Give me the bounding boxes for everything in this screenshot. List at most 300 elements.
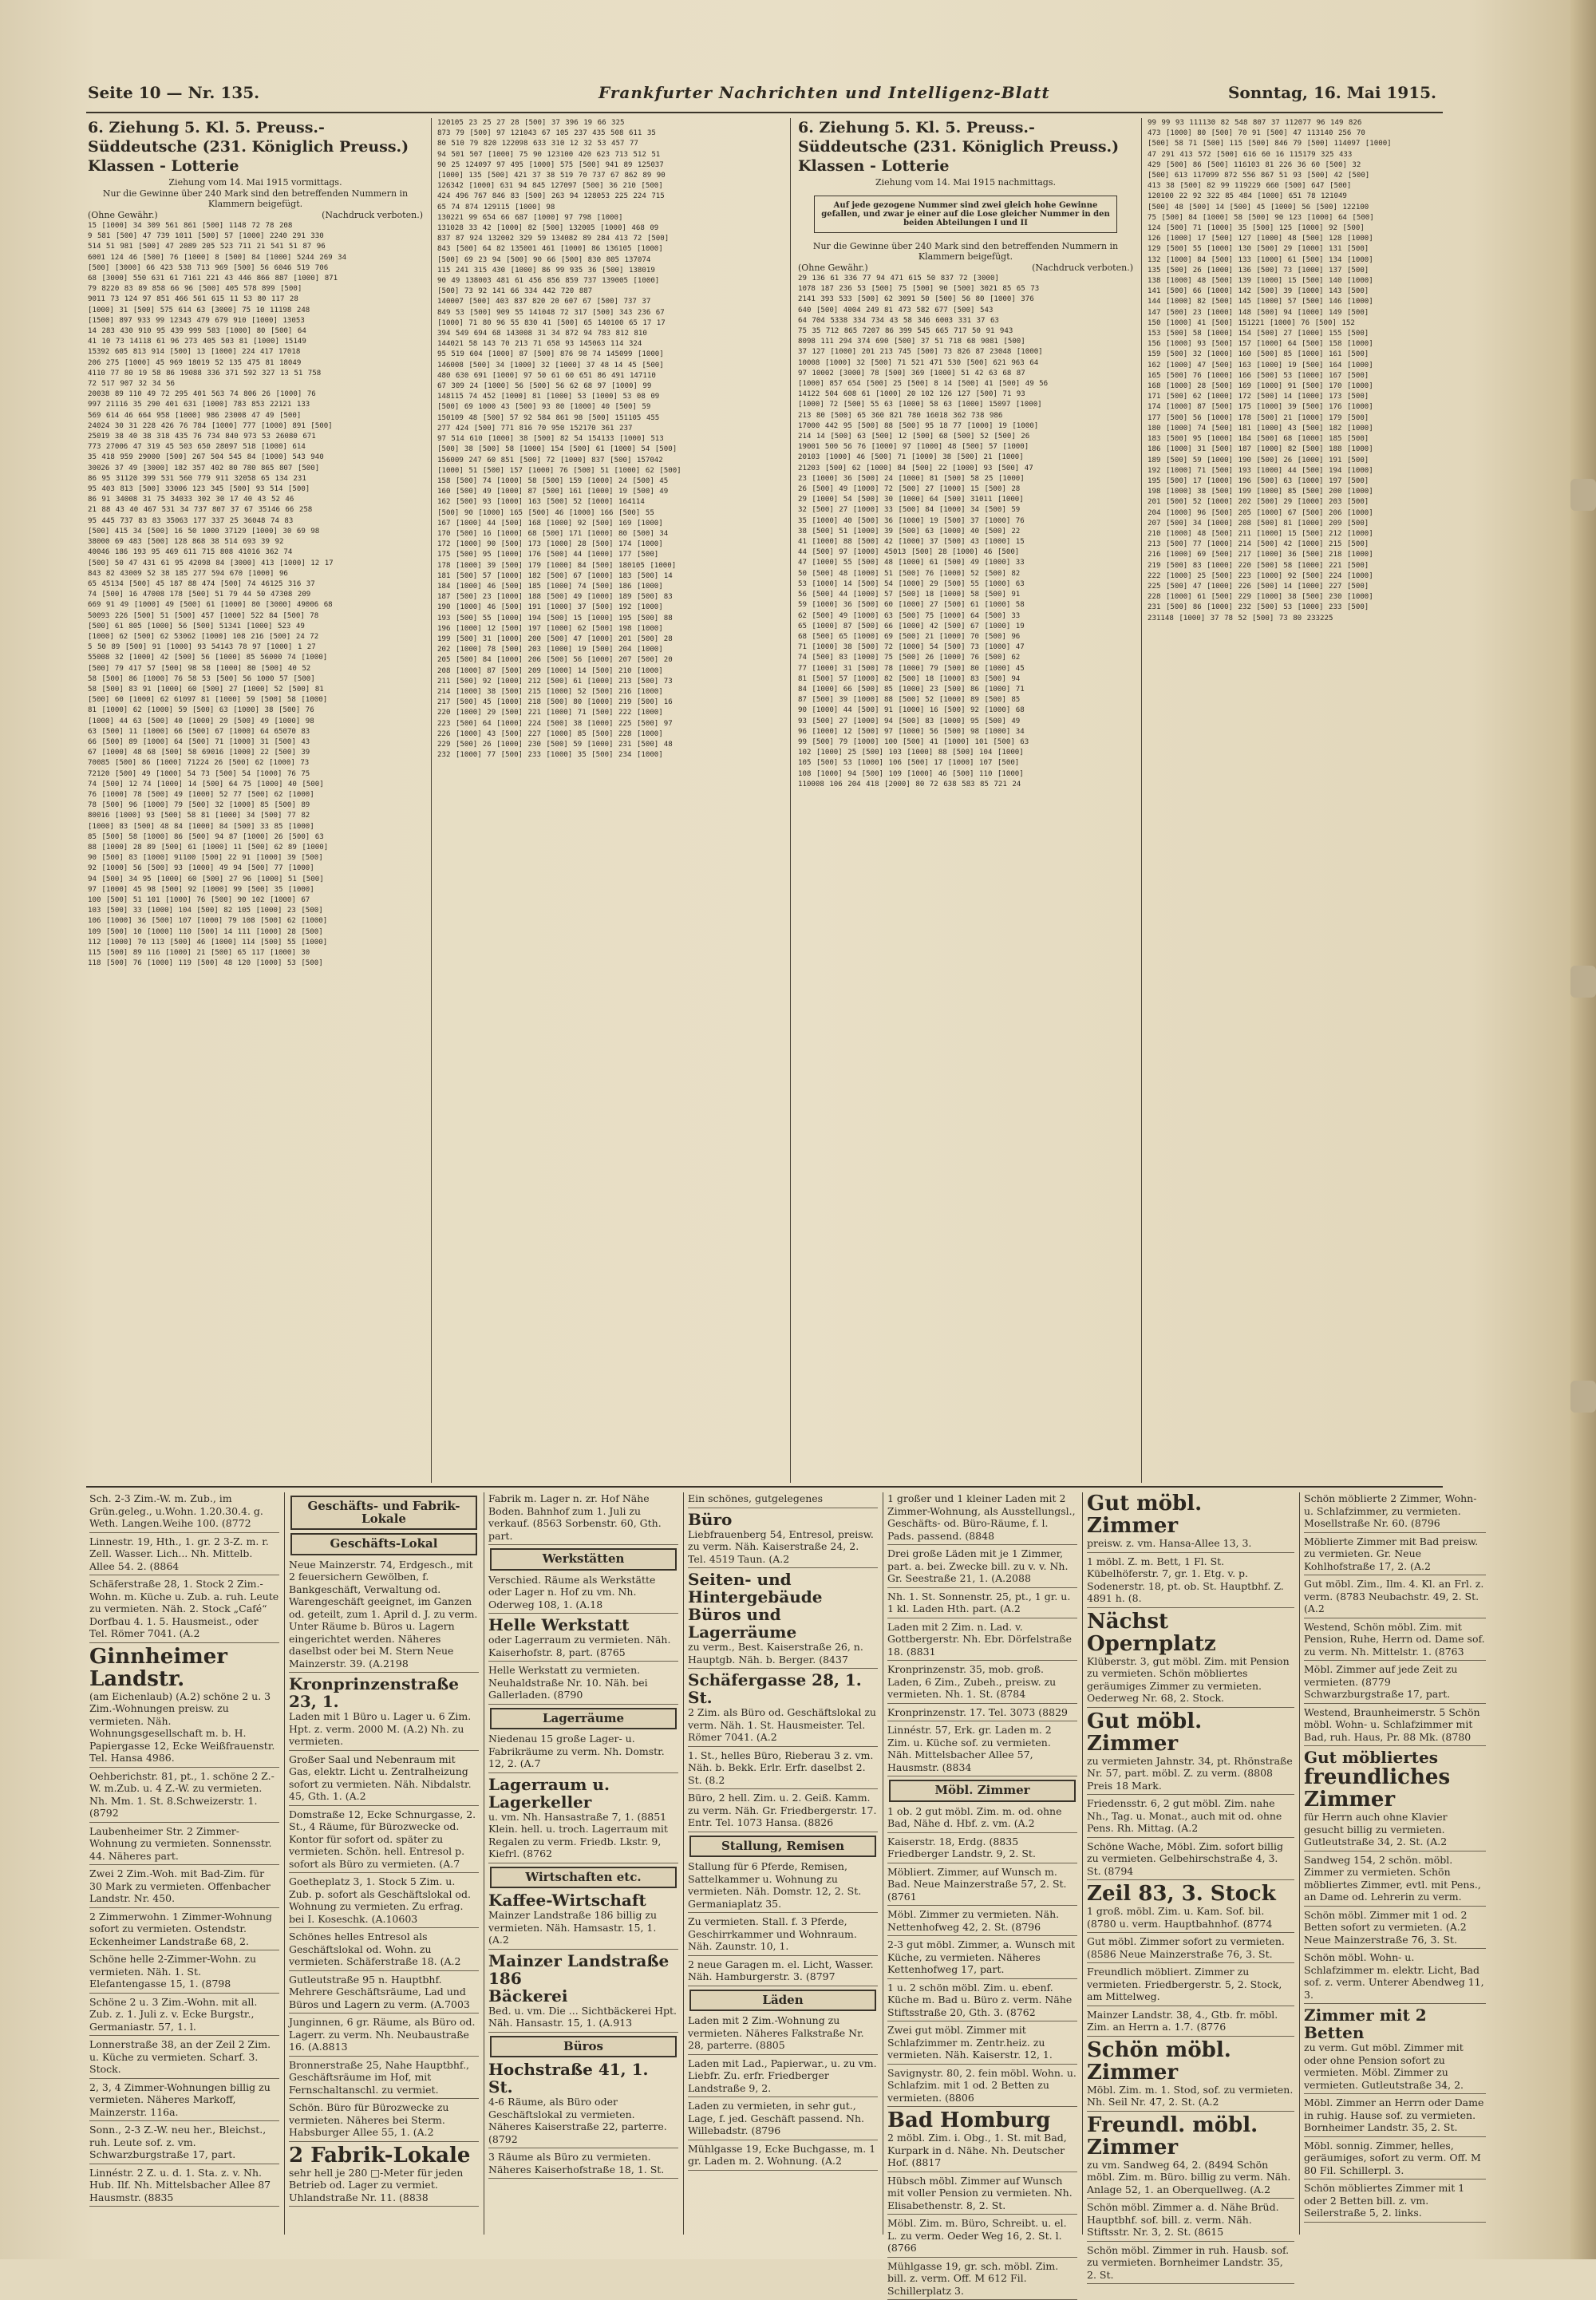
lottery-number-line: 189 [500] 59 [1000] 190 [500] 26 [1000] 191 [500] [1148, 456, 1491, 466]
ad-headline: Ginnheimer Landstr. [89, 1646, 279, 1690]
lottery-number-line: 50 [500] 48 [1000] 51 [500] 76 [1000] 52 [500] 82 [798, 569, 1133, 579]
lottery-number-line: 35 [1000] 40 [500] 36 [1000] 19 [500] 37 [1000] 76 [798, 516, 1133, 527]
lottery-number-line: 9011 73 124 97 851 466 561 615 11 53 80 117 28 [88, 294, 423, 305]
classified-ad: Liebfrauenberg 54, Entresol, preisw. zu verm. Näh. Kaiserstraße 24, 2. Tel. 4519 Taun. (A.2 [688, 1528, 878, 1569]
lottery-number-line: 20038 89 110 49 72 295 401 563 74 806 26 [1000] 76 [88, 389, 423, 400]
lottery-number-line: 102 [1000] 25 [500] 103 [1000] 88 [500] 104 [1000] [798, 748, 1133, 758]
classified-ad: Gut möbl. Zimmer sofort zu vermieten. (8586 Neue Mainzerstraße 76, 3. St. [1087, 1935, 1294, 1963]
lottery-number-line: 109 [500] 10 [1000] 110 [500] 14 111 [1000] 28 [500] [88, 927, 423, 938]
classified-ad: 2-3 gut möbl. Zimmer, a. Wunsch mit Küche, zu vermieten. Näheres Kettenhofweg 17, part. [887, 1938, 1077, 1979]
ad-subheadline: Seiten- und Hintergebäude Büros und Lagerräume [688, 1571, 878, 1641]
lottery-number-line: 65 74 874 129115 [1000] 98 [437, 203, 782, 213]
lottery-number-line: 873 79 [500] 97 121043 67 105 237 435 508 611 35 [437, 128, 782, 139]
lottery-number-line: 50093 226 [500] 51 [500] 457 [1000] 522 84 [500] 78 [88, 611, 423, 622]
lottery-column-2 [437, 118, 782, 1483]
lottery-title: 6. Ziehung 5. Kl. 5. Preuss.-Süddeutsche (231. Königlich Preuss.) Klassen - Lotterie [798, 118, 1133, 176]
lottery-column-3 [798, 118, 1133, 1483]
ad-subheadline: Hochstraße 41, 1. St. [488, 2061, 678, 2096]
lottery-number-line: 97 514 610 [1000] 38 [500] 82 54 154133 [1000] 513 [437, 434, 782, 445]
classified-ad: Möbl. Zimmer auf jede Zeit zu vermieten. (8779 Schwarzburgstraße 17, part. [1304, 1663, 1486, 1704]
lottery-number-line: 79 8220 83 89 858 66 96 [500] 405 578 899 [500] [88, 284, 423, 294]
lottery-number-line: 103 [500] 33 [1000] 104 [500] 82 105 [1000] 23 [500] [88, 906, 423, 916]
lottery-number-line: 140007 [500] 403 837 820 20 607 67 [500] 737 37 [437, 297, 782, 307]
binding-tab [1570, 966, 1596, 998]
page-header [88, 83, 1436, 107]
lottery-column-4 [1148, 118, 1491, 1483]
lottery-number-line: 150 [1000] 41 [500] 151221 [1000] 76 [500] 152 [1148, 318, 1491, 329]
classified-ad: Büro, 2 hell. Zim. u. 2. Geiß. Kamm. zu verm. Näh. Gr. Friedbergerstr. 17. Entr. Tel. 1073 Hansa. (8826 [688, 1792, 878, 1832]
lottery-number-line: 24024 30 31 228 426 76 784 [1000] 777 [1000] 891 [500] [88, 421, 423, 432]
lottery-number-line: 95 445 737 83 83 35063 177 337 25 36048 74 83 [88, 516, 423, 527]
ad-subheadline: Lagerraum u. Lagerkeller [488, 1776, 678, 1811]
lottery-number-line: 156009 247 60 851 [500] 72 [1000] 837 [500] 157042 [437, 456, 782, 466]
lottery-number-line: 86 95 31120 399 531 560 779 911 32058 65 134 231 [88, 474, 423, 484]
classified-ad: Linnéstr. 57, Erk. gr. Laden m. 2 Zim. u. Küche sof. zu vermieten. Näh. Mittelsbacher Allee 57, Hausmstr. (8834 [887, 1724, 1077, 1776]
lottery-number-line: 997 21116 35 290 401 631 [1000] 783 853 22121 133 [88, 400, 423, 410]
ad-subheadline: Kronprinzenstraße 23, 1. [289, 1675, 479, 1710]
classified-ad: Mainzer Landstr. 38, 4., Gtb. fr. möbl. Zim. an Herrn a. 1.7. (8776 [1087, 2009, 1294, 2037]
classified-ad: Westend, Schön möbl. Zim. mit Pension, Ruhe, Herrn od. Dame sof. zu verm. Nh. Mittelstr. 1. (8763 [1304, 1621, 1486, 1662]
lottery-number-line: 40046 186 193 95 469 611 715 808 41016 362 74 [88, 547, 423, 558]
lottery-number-line: 843 [500] 64 82 135001 461 [1000] 86 136105 [1000] [437, 244, 782, 255]
lottery-number-line: 231 [500] 86 [1000] 232 [500] 53 [1000] 233 [500] [1148, 603, 1491, 613]
lottery-number-line: 58 [500] 86 [1000] 76 58 53 [500] 56 1000 57 [500] [88, 674, 423, 685]
classified-ad: Fabrik m. Lager n. zr. Hof Nähe Boden. Bahnhof zum 1. Juli zu verkauf. (8563 Sorbenstr. 60, Gth. part. [488, 1492, 678, 1545]
lottery-number-line: 63 [500] 11 [1000] 66 [500] 67 [1000] 64 65070 83 [88, 727, 423, 737]
classified-ad: Möbliert. Zimmer, auf Wunsch m. Bad. Neue Mainzerstraße 57, 2. St. (8761 [887, 1866, 1077, 1907]
classified-ad: Kronprinzenstr. 17. Tel. 3073 (8829 [887, 1706, 1077, 1722]
ad-headline: Zeil 83, 3. Stock [1087, 1883, 1294, 1905]
binding-tab [1570, 1381, 1596, 1413]
lottery-number-line: 167 [1000] 44 [500] 168 [1000] 92 [500] 169 [1000] [437, 519, 782, 529]
lottery-number-line: 99 99 93 111130 82 548 807 37 112077 96 149 826 [1148, 118, 1491, 128]
classified-ad: 2 möbl. Zim. i. Obg., 1. St. mit Bad, Kurpark in d. Nähe. Nh. Deutscher Hof. (8817 [887, 2132, 1077, 2172]
lottery-number-line: 205 [500] 84 [1000] 206 [500] 56 [1000] 207 [500] 20 [437, 655, 782, 666]
classified-ad: Sch. 2-3 Zim.-W. m. Zub., im Grün.geleg., u.Wohn. 1.20.30.4. g. Weth. Langen.Weihe 100. (8772 [89, 1492, 279, 1533]
page-edge [1570, 0, 1596, 2259]
lottery-column-1 [88, 118, 423, 1483]
lottery-number-line: 514 51 981 [500] 47 2089 205 523 711 21 541 51 87 96 [88, 242, 423, 252]
lottery-note: Nur die Gewinne über 240 Mark sind den betreffenden Nummern in Klammern beigefügt. [88, 188, 423, 209]
lottery-number-line: [500] 58 71 [500] 115 [500] 846 79 [500] 114097 [1000] [1148, 139, 1491, 149]
lottery-number-line: 96 [1000] 12 [500] 97 [1000] 56 [500] 98 [1000] 34 [798, 727, 1133, 737]
lottery-date: Ziehung vom 14. Mai 1915 nachmittags. [798, 177, 1133, 188]
lottery-note: Nur die Gewinne über 240 Mark sind den betreffenden Nummern in Klammern beigefügt. [798, 241, 1133, 262]
section-heading-box: Möbl. Zimmer [889, 1780, 1076, 1802]
classified-ad: Linnestr. 19, Hth., 1. gr. 2 3-Z. m. r. Zell. Wasser. Lich... Nh. Mittelb. Allee 54. 2. (8864 [89, 1535, 279, 1576]
lottery-number-line: 187 [500] 23 [1000] 188 [500] 49 [1000] 189 [500] 83 [437, 592, 782, 603]
lottery-number-line: 38000 69 483 [500] 128 868 38 514 693 39 92 [88, 537, 423, 547]
lottery-number-line: 67 309 24 [1000] 56 [500] 56 62 68 97 [1000] 99 [437, 381, 782, 392]
lottery-number-line: 193 [500] 55 [1000] 194 [500] 15 [1000] 195 [500] 88 [437, 614, 782, 624]
lottery-number-line: 175 [500] 95 [1000] 176 [500] 44 [1000] 177 [500] [437, 550, 782, 560]
lottery-number-line: 207 [500] 34 [1000] 208 [500] 81 [1000] 209 [500] [1148, 519, 1491, 529]
lottery-number-line: 141 [500] 66 [1000] 142 [500] 39 [1000] 143 [500] [1148, 287, 1491, 297]
ad-subheadline: Kaffee-Wirtschaft [488, 1891, 678, 1909]
classified-ad: 2, 3, 4 Zimmer-Wohnungen billig zu vermieten. Näheres Markoff, Mainzerstr. 116a. [89, 2081, 279, 2122]
lottery-number-line: 220 [1000] 29 [500] 221 [1000] 71 [500] 222 [1000] [437, 708, 782, 718]
number-list [798, 274, 1133, 790]
lottery-number-line: 231148 [1000] 37 78 52 [500] 73 80 233225 [1148, 614, 1491, 624]
lottery-number-line: 59 [1000] 36 [500] 60 [1000] 27 [500] 61 [1000] 58 [798, 600, 1133, 611]
lottery-number-line: 92 [1000] 56 [500] 93 [1000] 49 94 [500] 77 [1000] [88, 863, 423, 874]
lottery-number-line: 41 10 73 14118 61 96 273 405 503 81 [1000] 15149 [88, 337, 423, 347]
classified-ad: Gut möbl. Zim., Ilm. 4. Kl. an Frl. z. verm. (8783 Neubachstr. 49, 2. St. (A.2 [1304, 1578, 1486, 1618]
lottery-number-line: 20103 [1000] 46 [500] 71 [1000] 38 [500] 21 [1000] [798, 452, 1133, 463]
lottery-number-line: 14122 504 608 61 [1000] 20 102 126 127 [500] 71 93 [798, 389, 1133, 400]
classified-ad: 4-6 Räume, als Büro oder Geschäftslokal zu vermieten. Näheres Kaiserstraße 22, parterre. (8792 [488, 2096, 678, 2148]
ad-headline: Freundl. möbl. Zimmer [1087, 2114, 1294, 2159]
ad-subheadline: Mainzer Landstraße 186 [488, 1952, 678, 1987]
lottery-number-line: 394 549 694 68 143008 31 34 872 94 783 812 810 [437, 329, 782, 339]
lottery-number-line: 65 45134 [500] 45 187 88 474 [500] 74 46125 316 37 [88, 579, 423, 590]
lottery-number-line: 58 [500] 83 91 [1000] 60 [500] 27 [1000] 52 [500] 81 [88, 685, 423, 695]
lottery-number-line: 30026 37 49 [3000] 182 357 402 80 780 865 807 [500] [88, 464, 423, 474]
classified-ad: zu vm. Sandweg 64, 2. (8494 Schön möbl. Zim. m. Büro. billig zu verm. Näh. Anlage 52, 1. an Oberquellweg. (A.2 [1087, 2159, 1294, 2199]
lottery-number-line: 219 [500] 83 [1000] 220 [500] 58 [1000] 221 [500] [1148, 561, 1491, 571]
lottery-number-line: 192 [1000] 71 [500] 193 [1000] 44 [500] 194 [1000] [1148, 466, 1491, 476]
classified-ad: Möbl. Zim. m. Büro, Schreibt. u. el. L. zu verm. Oeder Weg 16, 2. St. l. (8766 [887, 2217, 1077, 2258]
lottery-number-line: 6001 124 46 [500] 76 [1000] 8 [500] 84 [1000] 5244 269 34 [88, 253, 423, 263]
lottery-number-line: 131028 33 42 [1000] 82 [500] 132005 [1000] 468 09 [437, 223, 782, 234]
lottery-number-line: 110008 106 204 418 [2000] 80 72 638 583 85 721 24 [798, 780, 1133, 790]
number-list [88, 221, 423, 969]
classified-ad: Verschied. Räume als Werkstätte oder Lager n. Hof zu vm. Nh. Oderweg 108, 1. (A.18 [488, 1574, 678, 1614]
issue-date: Sonntag, 16. Mai 1915. [1228, 83, 1436, 102]
classified-ad: Freundlich möbliert. Zimmer zu vermieten. Friedbergerstr. 5, 2. Stock, am Mittelweg. [1087, 1966, 1294, 2006]
lottery-number-line: 184 [1000] 46 [500] 185 [1000] 74 [500] 186 [1000] [437, 582, 782, 592]
lottery-number-line: 118 [500] 76 [1000] 119 [500] 48 120 [1000] 53 [500] [88, 958, 423, 969]
lottery-number-line: 144021 58 143 70 213 71 658 93 145063 114 324 [437, 339, 782, 350]
lottery-number-line: 81 [1000] 62 [1000] 59 [500] 63 [1000] 38 [500] 76 [88, 705, 423, 716]
lottery-number-line: 21203 [500] 62 [1000] 84 [500] 22 [1000] 93 [500] 47 [798, 464, 1133, 474]
lottery-reprint: (Nachdruck verboten.) [322, 210, 423, 220]
lottery-number-line: 849 53 [500] 909 55 141048 72 317 [500] 343 236 67 [437, 308, 782, 318]
classified-ad: Helle Werkstatt zu vermieten. Neuhaldstraße Nr. 10. Näh. bei Gallerladen. (8790 [488, 1664, 678, 1705]
lottery-guarantee: (Ohne Gewähr.) [88, 210, 158, 220]
column-divider [284, 1492, 285, 2235]
lottery-number-line: 64 704 5338 334 734 43 58 346 6003 331 37 63 [798, 316, 1133, 326]
lottery-number-line: 14 283 430 910 95 439 999 583 [1000] 80 [500] 64 [88, 326, 423, 337]
section-heading-box: Büros [490, 2036, 677, 2058]
classified-ad: Schönes helles Entresol als Geschäftslokal od. Wohn. zu vermieten. Schäferstraße 18. (A.2 [289, 1930, 479, 1971]
lottery-number-line: 72120 [500] 49 [1000] 54 73 [500] 54 [1000] 76 75 [88, 769, 423, 780]
lottery-number-line: 8098 111 294 374 690 [500] 37 51 718 68 9081 [500] [798, 337, 1133, 347]
ad-headline: Schön möbl. Zimmer [1087, 2039, 1294, 2084]
lottery-number-line: 148115 74 452 [1000] 81 [1000] 53 [1000] 53 08 09 [437, 392, 782, 402]
classified-ad: Niedenau 15 große Lager- u. Fabrikräume zu verm. Nh. Domstr. 12, 2. (A.7 [488, 1733, 678, 1773]
lottery-number-line: 195 [500] 17 [1000] 196 [500] 63 [1000] 197 [500] [1148, 476, 1491, 487]
lottery-number-line: 77 [1000] 31 [500] 78 [1000] 79 [500] 80 [1000] 45 [798, 664, 1133, 674]
lottery-number-line: 90 25 124097 97 495 [1000] 575 [500] 941 89 125037 [437, 160, 782, 171]
lottery-number-line: 115 241 315 430 [1000] 86 99 935 36 [500] 138019 [437, 266, 782, 276]
lottery-number-line: 186 [1000] 31 [500] 187 [1000] 82 [500] 188 [1000] [1148, 445, 1491, 455]
classified-ad: Laden mit Lad., Papierwar., u. zu vm. Liebfr. Zu. erfr. Friedberger Landstraße 9, 2. [688, 2057, 878, 2098]
classified-ad: Goetheplatz 3, 1. Stock 5 Zim. u. Zub. p. sofort als Geschäftslokal od. Wohnung zu vermieten. Zu erfrag. bei I. Koseschk. (A.10603 [289, 1875, 479, 1928]
lottery-number-line: [500] 60 [1000] 62 61097 81 [1000] 59 [500] 58 [1000] [88, 695, 423, 705]
classified-ad: Gutleutstraße 95 n. Hauptbhf. Mehrere Geschäftsräume, Lad und Büros und Lagern zu verm. (A.7003 [289, 1974, 479, 2014]
lottery-number-line: 29 [1000] 54 [500] 30 [1000] 64 [500] 31011 [1000] [798, 495, 1133, 505]
classified-ad: 2 neue Garagen m. el. Licht, Wasser. Näh. Hamburgerstr. 3. (8797 [688, 1958, 878, 1986]
lottery-number-line: 93 [500] 27 [1000] 94 [500] 83 [1000] 95 [500] 49 [798, 717, 1133, 727]
lottery-number-line: 4110 77 80 19 58 86 19088 336 371 592 327 13 51 758 [88, 369, 423, 379]
lottery-number-line: 108 [1000] 94 [500] 109 [1000] 46 [500] 110 [1000] [798, 769, 1133, 780]
lottery-number-line: [1000] 857 654 [500] 25 [500] 8 14 [500] 41 [500] 49 56 [798, 379, 1133, 389]
lottery-number-line: 86 91 34008 31 75 34033 302 30 17 40 43 52 46 [88, 495, 423, 505]
lottery-number-line: 88 [1000] 28 89 [500] 61 [1000] 11 [500] 62 89 [1000] [88, 843, 423, 853]
lottery-number-line: 214 14 [500] 63 [500] 12 [500] 68 [500] 52 [500] 26 [798, 432, 1133, 442]
classified-ad: 1 u. 2 schön möbl. Zim. u. ebenf. Küche m. Bad u. Büro z. verm. Nähe Stiftsstraße 20, Gth. 3. (8762 [887, 1982, 1077, 2022]
classified-ad: Westend, Braunheimerstr. 5 Schön möbl. Wohn- u. Schlafzimmer mit Bad, ruh. Haus, Pr. 88 Mk. (8780 [1304, 1706, 1486, 1747]
lottery-number-line: 144 [1000] 82 [500] 145 [1000] 57 [500] 146 [1000] [1148, 297, 1491, 307]
lottery-number-line: 26 [500] 49 [1000] 72 [500] 27 [1000] 15 [500] 28 [798, 484, 1133, 495]
lottery-number-line: 181 [500] 57 [1000] 182 [500] 67 [1000] 183 [500] 14 [437, 571, 782, 582]
lottery-number-line: [500] 69 23 94 [500] 90 66 [500] 830 805 137074 [437, 255, 782, 266]
lottery-number-line: 85 [500] 58 [1000] 86 [500] 94 87 [1000] 26 [500] 63 [88, 832, 423, 843]
section-heading-box: Geschäfts- und Fabrik-Lokale [290, 1496, 477, 1530]
lottery-number-line: 208 [1000] 87 [500] 209 [1000] 14 [500] 210 [1000] [437, 666, 782, 677]
ad-subheadline: Zimmer mit 2 Betten [1304, 2006, 1486, 2041]
lottery-number-line: 640 [500] 4004 249 81 473 582 677 [500] 543 [798, 306, 1133, 316]
classified-ad: Möbl. sonnig. Zimmer, helles, geräumiges, sofort zu verm. Off. M 80 Fil. Schillerpl. 3. [1304, 2140, 1486, 2180]
classified-ad: Schön. Büro für Bürozwecke zu vermieten. Näheres bei Sterm. Habsburger Allee 55, 1. (A.2 [289, 2101, 479, 2142]
lottery-number-line: 67 [1000] 48 68 [500] 58 69016 [1000] 22 [500] 39 [88, 748, 423, 758]
lottery-number-line: 21 88 43 40 467 531 34 737 807 37 67 35146 66 258 [88, 505, 423, 516]
lottery-number-line: 10008 [1000] 32 [500] 71 521 471 530 [500] 621 963 64 [798, 358, 1133, 369]
ad-headline: Bad Homburg [887, 2109, 1077, 2132]
header-rule [86, 112, 1443, 113]
classified-ad: Savignystr. 80, 2. fein möbl. Wohn. u. Schlafzim. mit 1 od. 2 Betten zu vermieten. (8806 [887, 2067, 1077, 2108]
lottery-number-line: 90 49 138003 481 61 456 856 859 737 139005 [1000] [437, 276, 782, 287]
lottery-number-line: [500] 61 805 [1000] 56 [500] 51341 [1000] 523 49 [88, 622, 423, 632]
classified-ad: Mühlgasse 19, Ecke Buchgasse, m. 1 gr. Laden m. 2. Wohnung. (A.2 [688, 2143, 878, 2171]
lottery-number-line: [500] 613 117099 872 556 867 51 93 [500] 42 [500] [1148, 171, 1491, 181]
classified-ad: Laden mit 2 Zim. n. Lad. v. Gottbergerstr. Nh. Ebr. Dörfelstraße 18. (8831 [887, 1621, 1077, 1662]
lottery-number-line: [1000] 31 [500] 575 614 63 [3000] 75 10 11198 248 [88, 306, 423, 316]
classified-ad: Sonn., 2-3 Z.-W. neu her., Bleichst., ruh. Leute sof. z. vm. Schwarzburgstraße 17, part. [89, 2124, 279, 2164]
classified-ad: Hübsch möbl. Zimmer auf Wunsch mit voller Pension zu vermieten. Nh. Elisabethenstr. 8, 2. St. [887, 2175, 1077, 2215]
section-heading-box: Läden [689, 1990, 876, 2012]
lottery-number-line: 162 [500] 93 [1000] 163 [500] 52 [1000] 164114 [437, 497, 782, 508]
lottery-number-line: 94 [500] 34 95 [1000] 60 [500] 27 96 [1000] 51 [500] [88, 875, 423, 885]
lottery-number-line: 65 [1000] 87 [500] 66 [1000] 42 [500] 67 [1000] 19 [798, 622, 1133, 632]
classified-column-1 [89, 1492, 279, 2235]
ad-headline: 2 Fabrik-Lokale [289, 2144, 479, 2167]
lottery-number-line: 190 [1000] 46 [500] 191 [1000] 37 [500] 192 [1000] [437, 603, 782, 613]
lottery-number-line: 72 517 907 32 34 56 [88, 379, 423, 389]
lottery-number-line: 100 [500] 51 101 [1000] 76 [500] 90 102 [1000] 67 [88, 895, 423, 906]
ad-headline: Gut möbl. Zimmer [1087, 1710, 1294, 1755]
lottery-number-line: 126 [1000] 17 [500] 127 [1000] 48 [500] 128 [1000] [1148, 234, 1491, 244]
ad-subheadline: Schäfergasse 28, 1. St. [688, 1671, 878, 1706]
classified-column-5 [887, 1492, 1077, 2235]
lottery-guarantee-row [798, 263, 1133, 273]
classified-ad: (am Eichenlaub) (A.2) schöne 2 u. 3 Zim.-Wohnungen preisw. zu vermieten. Näh. Wohnungsgesellschaft m. b. H. Papiergasse 12, Ecke Weißfrauenstr. Tel. Hansa 4986. [89, 1690, 279, 1768]
classified-ad: Kaiserstr. 18, Erdg. (8835 Friedberger Landstr. 9, 2. St. [887, 1836, 1077, 1863]
column-divider [1082, 1492, 1083, 2235]
classified-column-2 [289, 1492, 479, 2235]
classified-ad: Zwei 2 Zim.-Woh. mit Bad-Zim. für 30 Mark zu vermieten. Offenbacher Landstr. Nr. 450. [89, 1867, 279, 1908]
lottery-number-line: 213 80 [500] 65 360 821 780 16018 362 738 986 [798, 411, 1133, 421]
lottery-guarantee-row [88, 210, 423, 220]
lottery-number-line: 76 [1000] 78 [500] 49 [1000] 52 77 [500] 62 [1000] [88, 790, 423, 800]
lottery-number-line: 75 [500] 84 [1000] 58 [500] 90 123 [1000] 64 [500] [1148, 213, 1491, 223]
lottery-number-line: 180 [1000] 74 [500] 181 [1000] 43 [500] 182 [1000] [1148, 424, 1491, 434]
lottery-number-line: 71 [1000] 38 [500] 72 [1000] 54 [500] 73 [1000] 47 [798, 642, 1133, 653]
lottery-number-line: 9 581 [500] 47 739 1011 [500] 57 [1000] 2240 291 330 [88, 231, 423, 242]
classified-ad: 2 Zim. als Büro od. Geschäftslokal zu verm. Näh. 1. St. Hausmeister. Tel. Römer 7041. (A.2 [688, 1706, 878, 1747]
lottery-number-line: 15 [1000] 34 309 561 861 [500] 1148 72 78 208 [88, 221, 423, 231]
classified-ad: Schön möbl. Zimmer mit 1 od. 2 Betten sofort zu vermieten. (A.2 Neue Mainzerstraße 76, 3. St. [1304, 1909, 1486, 1950]
section-heading-box: Werkstätten [490, 1548, 677, 1571]
lottery-number-line: 90 [500] 83 [1000] 91100 [500] 22 91 [1000] 39 [500] [88, 853, 423, 863]
classified-ad: sehr hell je 280 □-Meter für jeden Betrieb od. Lager zu vermiet. Uhlandstraße Nr. 11. (8838 [289, 2167, 479, 2207]
classified-ad: Möbl. Zim. m. 1. Stod, sof. zu vermieten. Nh. Seil Nr. 47, 2. St. (A.2 [1087, 2084, 1294, 2112]
classified-ad: Laden zu vermieten, in sehr gut., Lage, f. jed. Geschäft passend. Nh. Willebadstr. (8796 [688, 2100, 878, 2140]
column-divider [1141, 118, 1142, 1483]
lottery-number-line: 84 [1000] 66 [500] 85 [1000] 23 [500] 86 [1000] 71 [798, 685, 1133, 695]
classified-ad: oder Lagerraum zu vermieten. Näh. Kaiserhofstr. 8, part. (8765 [488, 1634, 678, 1662]
classified-ad: zu vermieten Jahnstr. 34, pt. Rhönstraße Nr. 57, part. möbl. Z. zu verm. (8808 Preis 18 Mark. [1087, 1755, 1294, 1796]
lottery-number-line: 66 [500] 89 [1000] 64 [500] 71 [1000] 31 [500] 43 [88, 737, 423, 748]
classified-ad: Lonnerstraße 38, an der Zeil 2 Zim. u. Küche zu vermieten. Scharf. 3. Stock. [89, 2038, 279, 2079]
classified-ad: Schön möbl. Zimmer in ruh. Hausb. sof. zu vermieten. Bornheimer Landstr. 35, 2. St. [1087, 2244, 1294, 2285]
lottery-number-line: 95 403 813 [500] 33006 123 345 [500] 93 514 [500] [88, 484, 423, 495]
lottery-reprint: (Nachdruck verboten.) [1032, 263, 1133, 273]
lottery-number-line: 424 496 767 846 83 [500] 263 94 128053 225 224 715 [437, 192, 782, 202]
binding-tab [1570, 479, 1596, 511]
lottery-number-line: 87 [500] 39 [1000] 88 [500] 52 [1000] 89 [500] 85 [798, 695, 1133, 705]
classified-ad: Laden mit 2 Zim.-Wohnung zu vermieten. Näheres Falkstraße Nr. 28, parterre. (8805 [688, 2014, 878, 2055]
ad-subheadline: Helle Werkstatt [488, 1616, 678, 1634]
lottery-number-line: 773 27006 47 319 45 503 650 28097 518 [1000] 614 [88, 442, 423, 452]
lottery-number-line: 74 [500] 83 [1000] 75 [500] 26 [1000] 76 [500] 62 [798, 653, 1133, 663]
lottery-number-line: 228 [1000] 61 [500] 229 [1000] 38 [500] 230 [1000] [1148, 592, 1491, 603]
lottery-number-line: [1000] 71 80 96 55 830 41 [500] 65 140100 65 17 17 [437, 318, 782, 329]
lottery-number-line: 129 [500] 55 [1000] 130 [500] 29 [1000] 131 [500] [1148, 244, 1491, 255]
classified-ad: 1. St., helles Büro, Rieberau 3 z. vm. Näh. b. Bekk. Erlr. Erfr. daselbst 2. St. (8.2 [688, 1749, 878, 1790]
lottery-number-line: 19001 500 56 76 [1000] 97 [1000] 48 [500] 57 [1000] [798, 442, 1133, 452]
lottery-number-line: 170 [500] 16 [1000] 68 [500] 171 [1000] 80 [500] 34 [437, 529, 782, 539]
lottery-number-line: 68 [3000] 550 631 61 7161 221 43 446 866 887 [1000] 871 [88, 274, 423, 284]
lottery-number-line: 15392 605 813 914 [500] 13 [1000] 224 417 17018 [88, 347, 423, 358]
classified-column-3 [488, 1492, 678, 2235]
classified-ad: Schön möblierte 2 Zimmer, Wohn- u. Schlafzimmer, zu vermieten. Mosellstraße Nr. 60. (8796 [1304, 1492, 1486, 1533]
classified-ad: Schön möbl. Zimmer a. d. Nähe Brüd. Hauptbhf. sof. bill. z. verm. Näh. Stiftsstr. Nr. 3, 2. St. (8615 [1087, 2201, 1294, 2242]
lottery-number-line: 120100 22 92 322 85 484 [1000] 651 78 121049 [1148, 192, 1491, 202]
lottery-number-line: 669 91 49 [1000] 49 [500] 61 [1000] 80 [3000] 49006 68 [88, 600, 423, 611]
lottery-number-line: 23 [1000] 36 [500] 24 [1000] 81 [500] 58 25 [1000] [798, 474, 1133, 484]
ad-headline: Nächst Opernplatz [1087, 1610, 1294, 1655]
lottery-number-line: 70085 [500] 86 [1000] 71224 26 [500] 62 [1000] 73 [88, 758, 423, 769]
lottery-number-line: 226 [1000] 43 [500] 227 [1000] 85 [500] 228 [1000] [437, 729, 782, 740]
classified-ad: 1 großer und 1 kleiner Laden mit 2 Zimmer-Wohnung, als Ausstellungsl., Geschäfts- od. Büro-Räume, f. l. Pads. passend. (8848 [887, 1492, 1077, 1545]
lottery-number-line: 202 [1000] 78 [500] 203 [1000] 19 [500] 204 [1000] [437, 645, 782, 655]
classified-ad: 2 Zimmerwohn. 1 Zimmer-Wohnung sofort zu vermieten. Ostendstr. Eckenheimer Landstraße 68, 2. [89, 1911, 279, 1951]
lottery-number-line: 80016 [1000] 93 [500] 58 81 [1000] 34 [500] 77 82 [88, 811, 423, 821]
lottery-number-line: 47 291 413 572 [500] 616 60 16 115179 325 433 [1148, 150, 1491, 160]
section-heading-box: Wirtschaften etc. [490, 1867, 677, 1889]
lottery-number-line: 68 [500] 65 [1000] 69 [500] 21 [1000] 70 [500] 96 [798, 632, 1133, 642]
lottery-number-line: 225 [500] 47 [1000] 226 [500] 14 [1000] 227 [500] [1148, 582, 1491, 592]
lottery-number-line: 5 50 89 [500] 91 [1000] 93 54143 78 97 [1000] 1 27 [88, 642, 423, 653]
lottery-number-line: 47 [1000] 55 [500] 48 [1000] 61 [500] 49 [1000] 33 [798, 558, 1133, 568]
ad-subheadline: Büro [688, 1511, 878, 1528]
lottery-number-line: 126342 [1000] 631 94 845 127097 [500] 36 210 [500] [437, 181, 782, 192]
lottery-number-line: 206 275 [1000] 45 969 18019 52 135 475 81 18049 [88, 358, 423, 369]
lottery-number-line: 94 501 507 [1000] 75 90 123100 420 623 713 512 51 [437, 150, 782, 160]
lottery-number-line: 172 [1000] 90 [500] 173 [1000] 28 [500] 174 [1000] [437, 539, 782, 550]
lottery-number-line: 473 [1000] 80 [500] 70 91 [500] 47 113140 256 70 [1148, 128, 1491, 139]
lottery-number-line: 38 [500] 51 [1000] 39 [500] 63 [1000] 40 [500] 22 [798, 527, 1133, 537]
lottery-number-line: 17000 442 95 [500] 88 [500] 95 18 77 [1000] 19 [1000] [798, 421, 1133, 432]
lottery-number-line: 178 [1000] 39 [500] 179 [1000] 84 [500] 180105 [1000] [437, 561, 782, 571]
lottery-number-line: 216 [1000] 69 [500] 217 [1000] 36 [500] 218 [1000] [1148, 550, 1491, 560]
lottery-number-line: 211 [500] 92 [1000] 212 [500] 61 [1000] 213 [500] 73 [437, 677, 782, 687]
lottery-number-line: 74 [500] 12 74 [1000] 14 [500] 64 75 [1000] 40 [500] [88, 780, 423, 790]
lottery-number-line: 35 418 959 29000 [500] 267 504 545 84 [1000] 543 940 [88, 452, 423, 463]
classified-ad: preisw. z. vm. Hansa-Allee 13, 3. [1087, 1537, 1294, 1553]
lottery-date: Ziehung vom 14. Mai 1915 vormittags. [88, 177, 423, 188]
lottery-number-line: 74 [500] 16 47008 178 [500] 51 79 44 50 47308 209 [88, 590, 423, 600]
lottery-notice-box: Auf jede gezogene Nummer sind zwei gleich hohe Gewinne gefallen, und zwar je einer auf die Lose gleicher Nummer in den beiden Abteilungen I und II [814, 196, 1117, 233]
section-heading-box: Stallung, Remisen [689, 1836, 876, 1858]
classified-ad: zu verm. Gut möbl. Zimmer mit oder ohne Pension sofort zu vermieten. Möbl. Zimmer zu vermieten. Gutleutstraße 34, 2. [1304, 2041, 1486, 2094]
classified-ad: Neue Mainzerstr. 74, Erdgesch., mit 2 feuersichern Gewölben, f. Bankgeschäft, Verwaltung od. Warengeschäft geeignet, im Ganzen od. geteilt, zum 1. April d. J. zu verm. Unter Räume b. Büros u. Lagern eingerichtet werden. Näheres daselbst oder bei M. Stern Neue Mainzerstr. 39. (A.2198 [289, 1559, 479, 1674]
lottery-number-line: 210 [1000] 48 [500] 211 [1000] 15 [500] 212 [1000] [1148, 529, 1491, 539]
lottery-number-line: 130221 99 654 66 687 [1000] 97 798 [1000] [437, 213, 782, 223]
lottery-number-line: 41 [1000] 88 [500] 42 [1000] 37 [500] 43 [1000] 15 [798, 537, 1133, 547]
lottery-number-line: 232 [1000] 77 [500] 233 [1000] 35 [500] 234 [1000] [437, 750, 782, 761]
lottery-title: 6. Ziehung 5. Kl. 5. Preuss.-Süddeutsche (231. Königlich Preuss.) Klassen - Lotterie [88, 118, 423, 176]
lottery-number-line: 222 [1000] 25 [500] 223 [1000] 92 [500] 224 [1000] [1148, 571, 1491, 582]
lottery-number-line: 156 [1000] 93 [500] 157 [1000] 64 [500] 158 [1000] [1148, 339, 1491, 350]
lottery-number-line: 97 10002 [3000] 78 [500] 369 [1000] 51 42 63 68 87 [798, 369, 1133, 379]
lottery-number-line: 55008 32 [1000] 42 [500] 56 [1000] 85 56000 74 [1000] [88, 653, 423, 663]
lottery-number-line: 32 [500] 27 [1000] 33 [500] 84 [1000] 34 [500] 59 [798, 505, 1133, 516]
lottery-number-line: 132 [1000] 84 [500] 133 [1000] 61 [500] 134 [1000] [1148, 255, 1491, 266]
classified-ad: Sandweg 154, 2 schön. möbl. Zimmer zu vermieten. Schön möbliertes Zimmer, evtl. mit Pens., an Dame od. Lehrerin zu verm. [1304, 1854, 1486, 1907]
classified-ad: Zu vermieten. Stall. f. 3 Pferde, Geschirrkammer und Wohnraum. Näh. Zaunstr. 10, 1. [688, 1915, 878, 1956]
lottery-number-line: 174 [1000] 87 [500] 175 [1000] 39 [500] 176 [1000] [1148, 402, 1491, 413]
lottery-number-line: 1078 187 236 53 [500] 75 [500] 90 [500] 3021 85 65 73 [798, 284, 1133, 294]
lottery-number-line: 106 [1000] 36 [500] 107 [1000] 79 108 [500] 62 [1000] [88, 916, 423, 927]
classified-ad: für Herrn auch ohne Klavier gesucht billig zu vermieten. Gutleutstraße 34, 2. St. (A.2 [1304, 1811, 1486, 1851]
lottery-number-line: 569 614 46 664 958 [1000] 986 23008 47 49 [500] [88, 411, 423, 421]
lottery-number-line: 171 [500] 62 [1000] 172 [500] 14 [1000] 173 [500] [1148, 392, 1491, 402]
classified-ad: Möbl. Zimmer an Herrn oder Dame in ruhig. Hause sof. zu vermieten. Bornheimer Landstr. 35, 2. St. [1304, 2096, 1486, 2137]
lottery-number-line: 25019 38 40 38 318 435 76 734 840 973 53 26080 671 [88, 432, 423, 442]
classified-ad: zu verm., Best. Kaiserstraße 26, n. Hauptgb. Näh. b. Berger. (8437 [688, 1641, 878, 1669]
ad-subheadline: Bäckerei [488, 1987, 678, 2005]
lottery-number-line: 146008 [500] 34 [1000] 32 [1000] 37 48 14 45 [500] [437, 361, 782, 371]
lottery-number-line: 44 [500] 97 [1000] 45013 [500] 28 [1000] 46 [500] [798, 547, 1133, 558]
lottery-number-line: 158 [500] 74 [1000] 58 [500] 159 [1000] 24 [500] 45 [437, 476, 782, 487]
lottery-number-line: 214 [1000] 38 [500] 215 [1000] 52 [500] 216 [1000] [437, 687, 782, 698]
lottery-number-line: 198 [1000] 38 [500] 199 [1000] 85 [500] 200 [1000] [1148, 487, 1491, 497]
classified-ad: Nh. 1. St. Sonnenstr. 25, pt., 1 gr. u. 1 kl. Laden Hth. part. (A.2 [887, 1591, 1077, 1618]
classified-ad: Domstraße 12, Ecke Schnurgasse, 2. St., 4 Räume, für Bürozwecke od. Kontor für sofort od. später zu vermieten. Schön. hell. Entresol p. sofort als Büro zu vermieten. (A.7 [289, 1808, 479, 1874]
classified-ad: Zwei gut möbl. Zimmer mit Schlafzimmer m. Zentr.heiz. zu vermieten. Näh. Kaiserstr. 12, 1. [887, 2024, 1077, 2065]
ad-subheadline: Gut möbliertes [1304, 1749, 1486, 1766]
section-rule [86, 1486, 1443, 1488]
lottery-number-line: [500] 79 417 57 [500] 98 58 [1000] 80 [500] 40 52 [88, 664, 423, 674]
classified-ad: Friedensstr. 6, 2 gut möbl. Zim. nahe Nh., Tag. u. Monat., auch mit od. ohne Pens. Rh. Mittag. (A.2 [1087, 1797, 1294, 1838]
lottery-number-line: [500] 73 92 141 66 334 442 720 887 [437, 287, 782, 297]
classified-ad: Klüberstr. 3, gut möbl. Zim. mit Pension zu vermieten. Schön möbliertes geräumiges Zimmer zu vermieten. Oederweg Nr. 68, 2. Stock. [1087, 1655, 1294, 1708]
classified-ad: Oehberichstr. 81, pt., 1. schöne 2 Z.-W. m.Zub. u. 4 Z.-W. zu vermieten. Nh. Mm. 1. St. 8.Schweizerstr. 1. (8792 [89, 1770, 279, 1823]
ad-headline: Gut möbl. Zimmer [1087, 1492, 1294, 1537]
